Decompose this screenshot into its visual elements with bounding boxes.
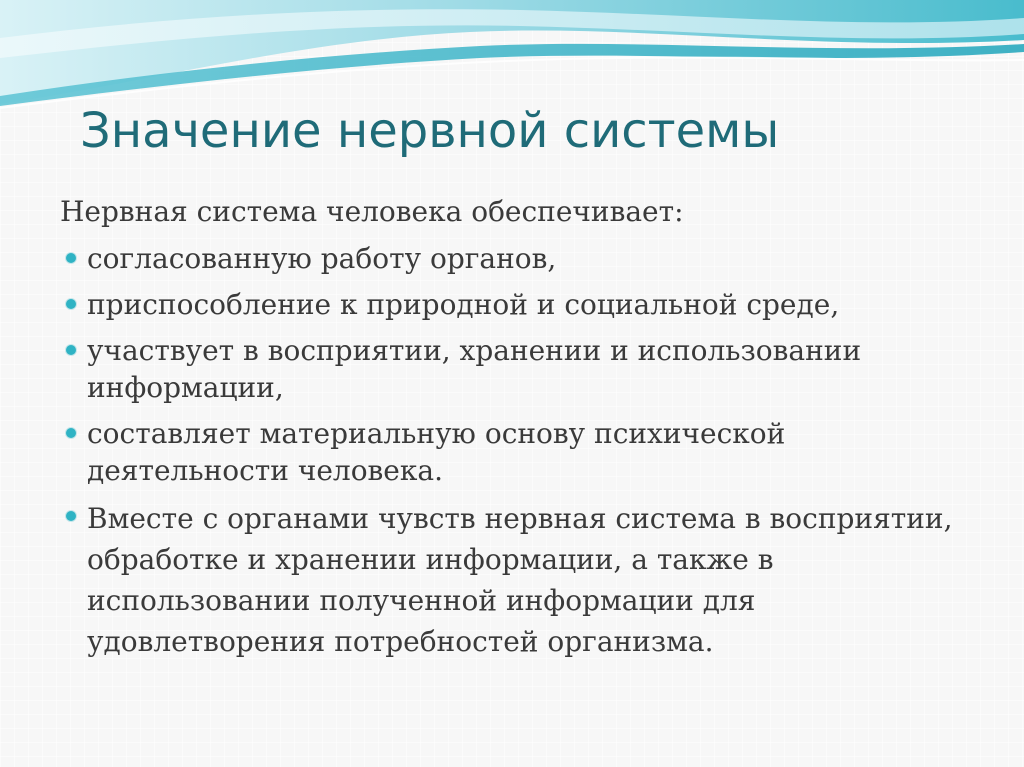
- bullet-list: [60, 240, 980, 662]
- list-item: [60, 286, 980, 323]
- bullet-dot-icon: [66, 428, 76, 438]
- list-item: [60, 240, 980, 277]
- slide-body: [60, 192, 980, 671]
- slide-title: Значение нервной системы: [80, 103, 780, 159]
- list-item-text: составляет материальную основу психической деятельности человека.: [87, 417, 786, 487]
- list-item-text: приспособление к природной и социальной среде,: [87, 288, 840, 321]
- intro-text: Нервная система человека обеспечивает:: [60, 195, 684, 228]
- bullet-dot-icon: [66, 511, 76, 521]
- list-item-text: Вместе с органами чувств нервная система в восприятии, обработке и хранении информации, а также в использовании полученной информации для удовлетворения потребностей организма.: [87, 502, 953, 658]
- list-item: [60, 332, 980, 406]
- list-item: [60, 415, 980, 489]
- bullet-dot-icon: [66, 253, 76, 263]
- bullet-dot-icon: [66, 299, 76, 309]
- bullet-dot-icon: [66, 345, 76, 355]
- list-item: [60, 498, 980, 662]
- list-item-text: согласованную работу органов,: [87, 242, 557, 275]
- list-item-text: участвует в восприятии, хранении и использовании информации,: [87, 334, 862, 404]
